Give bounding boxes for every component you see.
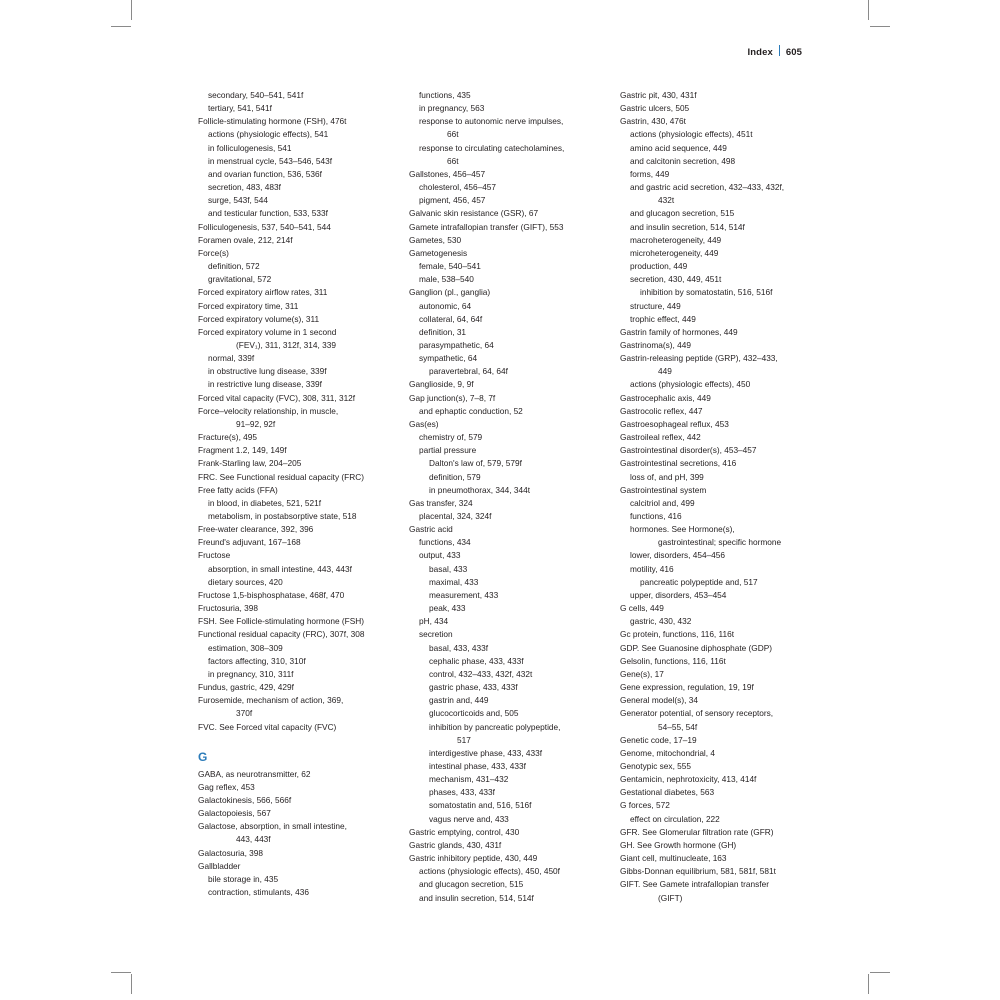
index-subentry: peak, 433 [429,603,466,614]
index-entry: GDP. See Guanosine diphosphate (GDP) [620,642,773,653]
index-entry-continuation: (FEV₁), 311, 312f, 314, 339 [236,339,336,350]
index-entry: Gastric glands, 430, 431f [409,839,502,850]
crop-mark [868,974,869,994]
index-subentry: definition, 579 [429,471,481,482]
index-entry: Gastrointestinal system [620,484,707,495]
index-entry: Freund's adjuvant, 167–168 [198,537,301,548]
index-subentry: gastric, 430, 432 [630,616,692,627]
crop-mark [870,972,890,973]
index-subentry: interdigestive phase, 433, 433f [429,747,543,758]
index-subentry: chemistry of, 579 [419,432,483,443]
index-entry: Gallstones, 456–457 [409,168,486,179]
index-subentry: and calcitonin secretion, 498 [630,155,736,166]
index-entry: Galvanic skin resistance (GSR), 67 [409,208,539,219]
index-subentry: intestinal phase, 433, 433f [429,760,526,771]
index-subentry: pH, 434 [419,616,449,627]
index-entry: GABA, as neurotransmitter, 62 [198,768,311,779]
index-subentry: surge, 543f, 544 [208,195,268,206]
index-entry: Gastric emptying, control, 430 [409,826,520,837]
index-entry: Gestational diabetes, 563 [620,787,715,798]
index-subentry: in blood, in diabetes, 521, 521f [208,497,322,508]
index-entry: Gametes, 530 [409,234,462,245]
index-subentry: definition, 31 [419,326,467,337]
index-subentry: inhibition by pancreatic polypeptide, [429,721,561,732]
crop-mark [111,26,131,27]
index-subentry: somatostatin and, 516, 516f [429,800,532,811]
index-subentry: production, 449 [630,261,688,272]
index-subentry: autonomic, 64 [419,300,472,311]
index-entry-continuation: 66t [447,129,459,140]
index-entry: Gastrinoma(s), 449 [620,339,692,350]
index-entry: Fructose [198,550,231,561]
index-subentry: functions, 434 [419,537,471,548]
index-entry: Free fatty acids (FFA) [198,484,278,495]
index-entry: Furosemide, mechanism of action, 369, [198,695,344,706]
index-entry: Gas(es) [409,418,439,429]
index-subentry: macroheterogeneity, 449 [630,234,722,245]
index-subentry: motility, 416 [630,563,674,574]
index-subentry: vagus nerve and, 433 [429,813,509,824]
index-subentry: metabolism, in postabsorptive state, 518 [208,511,357,521]
index-entry: Forced expiratory time, 311 [198,300,299,311]
index-entry: Gastrin, 430, 476t [620,116,686,127]
index-entry: Functional residual capacity (FRC), 307f, 308 [198,629,365,640]
index-subentry: gastric phase, 433, 433f [429,682,518,693]
index-subentry: structure, 449 [630,300,681,311]
index-subentry: response to autonomic nerve impulses, [419,116,564,127]
crop-mark [870,26,890,27]
index-subentry: microheterogeneity, 449 [630,247,719,258]
index-entry: Ganglion (pl., ganglia) [409,287,491,298]
index-entry: GIFT. See Gamete intrafallopian transfer [620,879,769,890]
index-entry: Gastrin-releasing peptide (GRP), 432–433, [620,353,778,364]
index-subentry: forms, 449 [630,168,670,179]
page-number: 605 [785,47,802,58]
index-entry: Forced vital capacity (FVC), 308, 311, 312f [198,392,356,403]
index-entry: Genotypic sex, 555 [620,760,692,771]
index-subentry: secretion, 430, 449, 451t [630,274,722,285]
index-entry: Gene(s), 17 [620,668,664,679]
index-entry: G forces, 572 [620,800,670,811]
crop-mark [131,0,132,20]
index-entry: Foramen ovale, 212, 214f [198,234,293,245]
index-subentry: collateral, 64, 64f [419,313,483,324]
index-entry: Generator potential, of sensory receptors, [620,708,774,719]
index-subentry: secondary, 540–541, 541f [208,90,304,100]
index-entry: Gametogenesis [409,247,468,258]
index-subentry: Dalton's law of, 579, 579f [429,458,522,469]
index-subentry: amino acid sequence, 449 [630,142,727,153]
index-subentry: female, 540–541 [419,261,481,272]
index-subentry: in pregnancy, 563 [419,103,485,114]
index-entry: Fracture(s), 495 [198,432,258,443]
index-entry-continuation: 370f [236,708,253,719]
index-subentry: bile storage in, 435 [208,873,279,884]
index-subentry: glucocorticoids and, 505 [429,708,519,719]
index-entry: Gibbs-Donnan equilibrium, 581, 581f, 581t [620,866,776,877]
index-entry: Giant cell, multinucleate, 163 [620,853,727,864]
index-entry-continuation: 517 [457,734,471,745]
index-column-1 [198,89,398,899]
index-entry: Gastrointestinal disorder(s), 453–457 [620,445,757,456]
index-subentry: cholesterol, 456–457 [419,182,497,193]
index-subentry: mechanism, 431–432 [429,774,509,785]
index-entry: Gastroesophageal reflux, 453 [620,418,729,429]
index-subentry: phases, 433, 433f [429,787,495,798]
index-subentry: calcitriol and, 499 [630,497,695,508]
index-subentry: tertiary, 541, 541f [208,103,272,114]
index-subentry: sympathetic, 64 [419,353,478,364]
index-subentry: placental, 324, 324f [419,511,492,521]
index-subentry: upper, disorders, 453–454 [630,589,727,600]
index-column-2 [409,89,609,905]
index-entry: Genetic code, 17–19 [620,734,697,745]
index-subentry: in pregnancy, 310, 311f [208,668,294,679]
index-subentry: pigment, 456, 457 [419,195,486,206]
index-entry: General model(s), 34 [620,695,698,706]
index-entry: Gas transfer, 324 [409,497,473,508]
index-entry-continuation: 449 [658,366,672,377]
index-entry-continuation: gastrointestinal; specific hormone [658,537,782,548]
index-entry: Gastric ulcers, 505 [620,103,690,114]
index-entry: Ganglioside, 9, 9f [409,379,474,390]
index-entry: Gastrocolic reflex, 447 [620,405,703,416]
index-subentry: measurement, 433 [429,589,499,600]
index-subentry: and gastric acid secretion, 432–433, 432f, [630,182,785,193]
index-entry: Gelsolin, functions, 116, 116t [620,655,726,666]
index-subentry: response to circulating catecholamines, [419,142,565,153]
header-divider [779,45,780,56]
index-entry: Gastric inhibitory peptide, 430, 449 [409,853,538,864]
index-entry-continuation: 432t [658,195,675,206]
index-subentry: actions (physiologic effects), 451t [630,129,753,140]
index-subentry: partial pressure [419,445,477,456]
index-entry: Gene expression, regulation, 19, 19f [620,682,754,693]
index-subentry: male, 538–540 [419,274,474,285]
index-entry: Gag reflex, 453 [198,781,255,792]
index-entry: Fructose 1,5-bisphosphatase, 468f, 470 [198,589,345,600]
index-entry: Galactose, absorption, in small intestine, [198,821,347,832]
index-entry: GH. See Growth hormone (GH) [620,839,737,850]
index-subentry: actions (physiologic effects), 450 [630,379,751,390]
index-entry: Forced expiratory airflow rates, 311 [198,287,328,298]
index-subentry: in restrictive lung disease, 339f [208,379,322,390]
index-subentry: normal, 339f [208,353,255,364]
index-subentry: trophic effect, 449 [630,313,696,324]
index-subentry: and glucagon secretion, 515 [630,208,735,219]
index-subentry: in pneumothorax, 344, 344t [429,484,531,495]
index-subentry: maximal, 433 [429,576,479,587]
index-subentry: output, 433 [419,550,461,561]
index-entry: Frank-Starling law, 204–205 [198,458,302,469]
index-entry-continuation: 54–55, 54f [658,721,698,732]
index-entry: FRC. See Functional residual capacity (FRC) [198,471,364,482]
index-subentry: functions, 416 [630,511,682,521]
index-entry: Galactosuria, 398 [198,847,264,858]
index-subentry: and testicular function, 533, 533f [208,208,328,219]
index-entry: Folliculogenesis, 537, 540–541, 544 [198,221,331,232]
crop-mark [111,972,131,973]
index-entry: Galactokinesis, 566, 566f [198,794,292,805]
index-entry: Genome, mitochondrial, 4 [620,747,716,758]
index-entry: Force(s) [198,247,229,258]
index-subentry: definition, 572 [208,261,260,272]
index-entry: Gentamicin, nephrotoxicity, 413, 414f [620,774,757,785]
index-entry: Gc protein, functions, 116, 116t [620,629,735,640]
index-entry: Fructosuria, 398 [198,603,258,614]
index-entry: Gastric acid [409,524,453,535]
index-subentry: and insulin secretion, 514, 514f [419,892,534,903]
index-entry: Forced expiratory volume in 1 second [198,326,337,337]
index-subentry: secretion [419,629,453,640]
index-subentry: absorption, in small intestine, 443, 443f [208,563,352,574]
index-entry: Gastric pit, 430, 431f [620,90,697,100]
index-subentry: paravertebral, 64, 64f [429,366,508,377]
index-subentry: hormones. See Hormone(s), [630,524,735,535]
index-subentry: and ephaptic conduction, 52 [419,405,523,416]
index-subentry: and ovarian function, 536, 536f [208,168,322,179]
index-subentry: inhibition by somatostatin, 516, 516f [640,287,773,298]
index-subentry: pancreatic polypeptide and, 517 [640,576,758,587]
index-subentry: effect on circulation, 222 [630,813,720,824]
index-subentry: estimation, 308–309 [208,642,283,653]
index-subentry: contraction, stimulants, 436 [208,887,309,898]
index-subentry: parasympathetic, 64 [419,339,494,350]
index-subentry: cephalic phase, 433, 433f [429,655,524,666]
index-entry: Gastroileal reflex, 442 [620,432,701,443]
index-column-3 [620,89,820,905]
index-subentry: control, 432–433, 432f, 432t [429,668,533,679]
crop-mark [868,0,869,20]
index-entry: Gastrocephalic axis, 449 [620,392,711,403]
index-entry: Fragment 1.2, 149, 149f [198,445,287,456]
index-subentry: basal, 433 [429,563,468,574]
index-subentry: in folliculogenesis, 541 [208,142,292,153]
index-subentry: functions, 435 [419,90,471,100]
index-entry: GFR. See Glomerular filtration rate (GFR) [620,826,774,837]
index-subentry: in menstrual cycle, 543–546, 543f [208,155,333,166]
crop-mark [131,974,132,994]
index-entry: FSH. See Follicle-stimulating hormone (FSH) [198,616,364,627]
index-entry: Force–velocity relationship, in muscle, [198,405,339,416]
index-subentry: dietary sources, 420 [208,576,283,587]
index-entry: Gallbladder [198,860,241,871]
index-subentry: lower, disorders, 454–456 [630,550,726,561]
index-subentry: actions (physiologic effects), 541 [208,129,329,140]
index-subentry: actions (physiologic effects), 450, 450f [419,866,560,877]
index-subentry: gravitational, 572 [208,274,272,285]
index-entry: Gastrin family of hormones, 449 [620,326,738,337]
index-entry: Fundus, gastric, 429, 429f [198,682,294,693]
index-entry: Gap junction(s), 7–8, 7f [409,392,496,403]
index-subentry: and insulin secretion, 514, 514f [630,221,745,232]
index-subentry: factors affecting, 310, 310f [208,655,306,666]
index-subentry: loss of, and pH, 399 [630,471,704,482]
index-entry-continuation: 443, 443f [236,834,271,845]
index-entry: G cells, 449 [620,603,664,614]
index-entry: Forced expiratory volume(s), 311 [198,313,320,324]
index-entry: Gastrointestinal secretions, 416 [620,458,737,469]
running-head [748,45,802,58]
index-subentry: and glucagon secretion, 515 [419,879,524,890]
index-subentry: secretion, 483, 483f [208,182,281,193]
index-subentry: basal, 433, 433f [429,642,489,653]
section-letter: G [198,749,208,764]
index-entry-continuation: 66t [447,155,459,166]
section-title: Index [747,47,773,58]
index-entry-continuation: (GIFT) [658,892,683,903]
index-entry: Free-water clearance, 392, 396 [198,524,314,535]
index-entry: Galactopoiesis, 567 [198,808,271,819]
index-entry: Gamete intrafallopian transfer (GIFT), 553 [409,221,564,232]
index-subentry: in obstructive lung disease, 339f [208,366,327,377]
index-entry: FVC. See Forced vital capacity (FVC) [198,721,337,732]
index-entry: Follicle-stimulating hormone (FSH), 476t [198,116,347,127]
index-entry-continuation: 91–92, 92f [236,418,276,429]
index-subentry: gastrin and, 449 [429,695,489,706]
